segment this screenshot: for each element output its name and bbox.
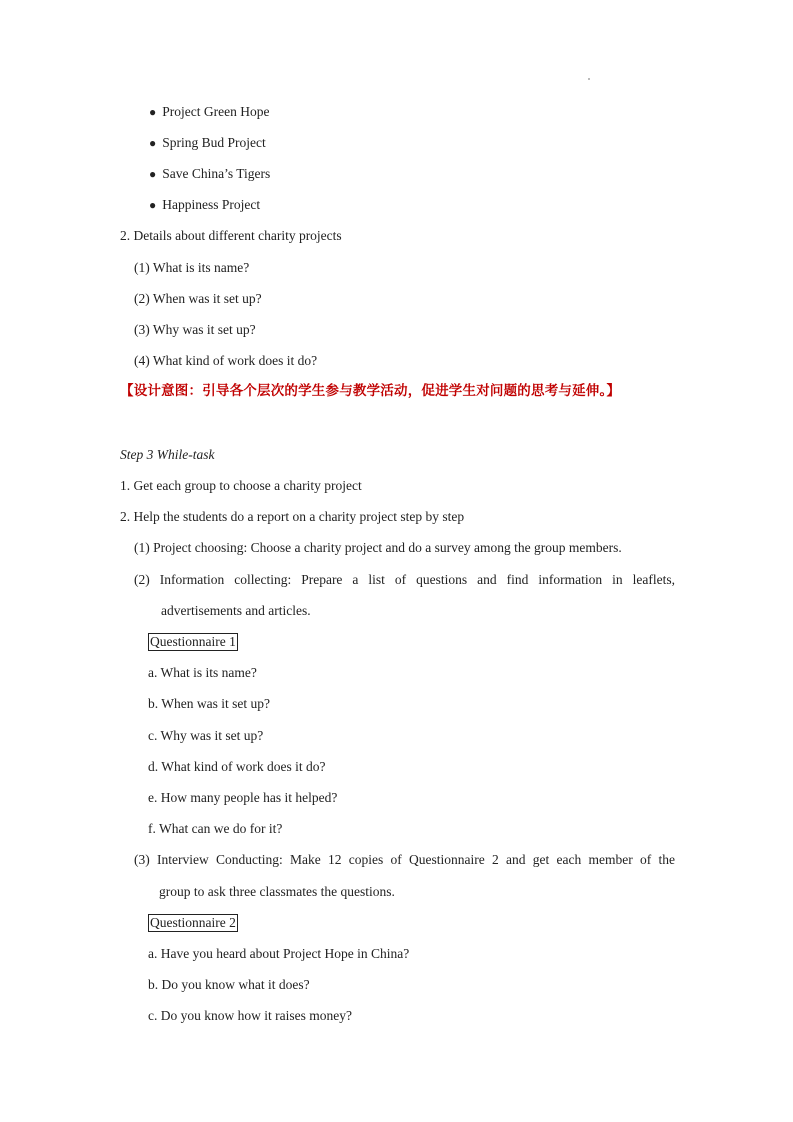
questionnaire-2-label: Questionnaire 2 <box>150 915 236 930</box>
step-item: 1. Get each group to choose a charity project <box>120 478 362 493</box>
bullet-item: ● Spring Bud Project <box>149 135 266 150</box>
question-item: e. How many people has it helped? <box>148 790 338 805</box>
sub-item: (1) Project choosing: Choose a charity project and do a survey among the group members. <box>134 540 622 555</box>
sub-item-continued: group to ask three classmates the questions. <box>159 884 395 899</box>
question-item: d. What kind of work does it do? <box>148 759 326 774</box>
bullet-icon: ● <box>149 136 157 150</box>
bullet-item: ● Project Green Hope <box>149 104 270 119</box>
question-item: c. Why was it set up? <box>148 728 264 743</box>
bullet-item: ● Happiness Project <box>149 197 261 212</box>
section-heading: 2. Details about different charity projects <box>120 228 342 243</box>
question-item: a. Have you heard about Project Hope in China? <box>148 946 410 961</box>
list-item: (1) What is its name? <box>134 260 250 275</box>
design-note: 【设计意图：引导各个层次的学生参与教学活动，促进学生对问题的思考与延伸。】 <box>120 383 621 399</box>
step-title: Step 3 While-task <box>120 447 215 462</box>
question-item: a. What is its name? <box>148 665 257 680</box>
question-item: b. Do you know what it does? <box>148 977 310 992</box>
bullet-icon: ● <box>149 167 157 181</box>
questionnaire-1-label: Questionnaire 1 <box>150 634 236 649</box>
bullet-icon: ● <box>149 105 157 119</box>
list-item: (4) What kind of work does it do? <box>134 353 318 368</box>
bullet-item: ● Save China’s Tigers <box>149 166 271 181</box>
questionnaire-1-label-wrap <box>148 633 238 651</box>
question-item: c. Do you know how it raises money? <box>148 1008 352 1023</box>
question-item: b. When was it set up? <box>148 696 270 711</box>
sub-item: (2) Information collecting: Prepare a list of questions and find information in leaflets, <box>134 572 675 587</box>
questionnaire-2-label-wrap <box>148 914 238 932</box>
list-item: (2) When was it set up? <box>134 291 262 306</box>
list-item: (3) Why was it set up? <box>134 322 256 337</box>
sub-item: (3) Interview Conducting: Make 12 copies of Questionnaire 2 and get each member of the <box>134 852 675 867</box>
bullet-icon: ● <box>149 198 157 212</box>
question-item: f. What can we do for it? <box>148 821 283 836</box>
step-item: 2. Help the students do a report on a charity project step by step <box>120 509 465 524</box>
page-mark <box>588 78 590 80</box>
sub-item-continued: advertisements and articles. <box>161 603 311 618</box>
